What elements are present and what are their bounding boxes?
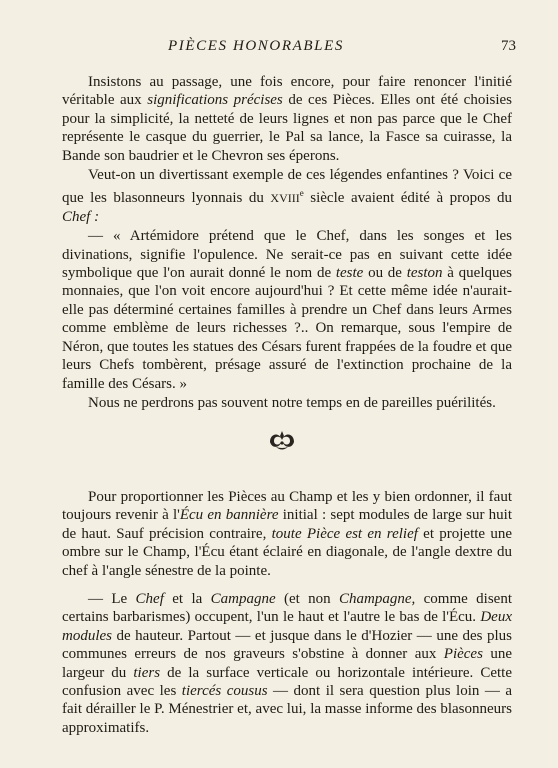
paragraph-1-text-2: de ces Pièces. Elles ont été choisies pour la simplicité, la netteté de leurs lignes et non pas parce que le Chef représente le casque du guerrier, le Pal sa lance, la Fasce sa cuirasse, la Bande son baudrier et le Chevron ses éperons.	[62, 92, 512, 164]
paragraph-6-text-7: de la surface verticale ou horizontale intérieure. Cette confusion avec les	[62, 664, 512, 700]
paragraph-5-italic-1: Écu en bannière	[179, 507, 279, 524]
paragraph-3-text-2: ou de	[363, 265, 407, 282]
paragraph-6-text-2: et la	[163, 591, 211, 607]
page-header	[0, 38, 558, 58]
paragraph-4	[62, 394, 512, 412]
paragraph-3-text-1: — « Artémidore prétend que le Chef, dans les songes et les divinations, signifie l'opulence. Ne serait-ce pas en suivant cette idée symbolique que l'on aurait donné le nom de	[62, 228, 512, 282]
text-block-proportions	[62, 488, 512, 580]
paragraph-5-text-1: Pour proportionner les Pièces au Champ et les y bien ordonner, il faut toujours revenir à l'	[62, 489, 512, 524]
paragraph-5-text-2: initial : sept modules de large sur huit de haut. Sauf précision contraire,	[62, 507, 512, 542]
paragraph-6-text-3: (et non	[275, 591, 340, 607]
text-block-chef-legends	[62, 73, 512, 412]
paragraph-6-italic-3: Champagne,	[339, 591, 416, 607]
paragraph-3-italic-2: teston	[406, 265, 443, 282]
paragraph-5	[62, 488, 512, 580]
paragraph-6	[62, 590, 512, 737]
paragraph-6-text-6: une largeur du	[62, 646, 512, 681]
paragraph-3-italic-1: teste	[335, 265, 364, 282]
paragraph-6-italic-2: Campagne	[210, 591, 276, 607]
paragraph-6-italic-1: Chef	[135, 591, 164, 607]
century-numeral: XVIII	[270, 191, 300, 206]
paragraph-1-italic-1: significations précises	[147, 92, 283, 109]
paragraph-5-italic-2: toute Pièce est en relief	[271, 525, 418, 542]
paragraph-6-text-1: — Le	[88, 591, 136, 607]
page-number: 73	[501, 38, 516, 54]
paragraph-6-text-8: — dont il sera question plus loin — a fait dérailler le P. Ménestrier et, avec lui, la masse informe des blasonneurs approximatifs.	[62, 683, 513, 736]
century-suffix: e	[299, 188, 304, 199]
fleuron-ornament-icon	[266, 428, 298, 452]
paragraph-2-text-1: Veut-on un divertissant exemple de ces légendes enfantines ? Voici ce que les blasonneurs lyonnais du	[62, 167, 512, 207]
paragraph-6-italic-5: Pièces	[443, 646, 483, 663]
paragraph-1	[62, 73, 512, 165]
paragraph-3-text-3: à quelques monnaies, que l'on voit encore aujourd'hui ? Et cette même idée n'aurait-elle pas déterminé certaines familles à prendre un Chef dans leurs Armes comme emblème de leurs richesses ?.. On remarque, sous l'empire de Néron, que toutes les statues des Césars furent frappées de la foudre et que leurs Chefs tombèrent, présage assuré de l'extinction prochaine de la famille des Césars. »	[62, 265, 512, 392]
paragraph-2-text-2: siècle avaient édité à propos du	[303, 190, 512, 207]
paragraph-4-text-1: Nous ne perdrons pas souvent notre temps en de pareilles puérilités.	[88, 394, 496, 411]
running-title: PIÈCES HONORABLES	[168, 38, 344, 54]
paragraph-6-text-5: de hauteur. Partout — et jusque dans le d'Hozier — une des plus communes erreurs de nos graveurs s'obstine à donner aux	[62, 627, 512, 663]
paragraph-6-italic-4: Deux modules	[62, 609, 512, 644]
paragraph-2	[62, 166, 512, 226]
paragraph-6-text-4: comme disent certains barbarismes) occupent, l'un le haut et l'autre le bas de l'Écu.	[62, 591, 512, 626]
text-block-chef-campagne	[62, 590, 512, 737]
paragraph-5-text-3: et projette une ombre sur le Champ, l'Écu étant éclairé en diagonale, de l'angle dextre du chef à l'angle sénestre de la pointe.	[62, 525, 513, 579]
paragraph-6-italic-6: tiers	[133, 664, 161, 681]
paragraph-6-italic-7: tiercés cousus	[181, 683, 268, 700]
paragraph-1-text-1: Insistons au passage, une fois encore, pour faire renoncer l'initié véritable aux	[62, 74, 512, 109]
paragraph-3-quotation	[62, 227, 512, 393]
paragraph-2-italic-1: Chef :	[62, 208, 100, 225]
